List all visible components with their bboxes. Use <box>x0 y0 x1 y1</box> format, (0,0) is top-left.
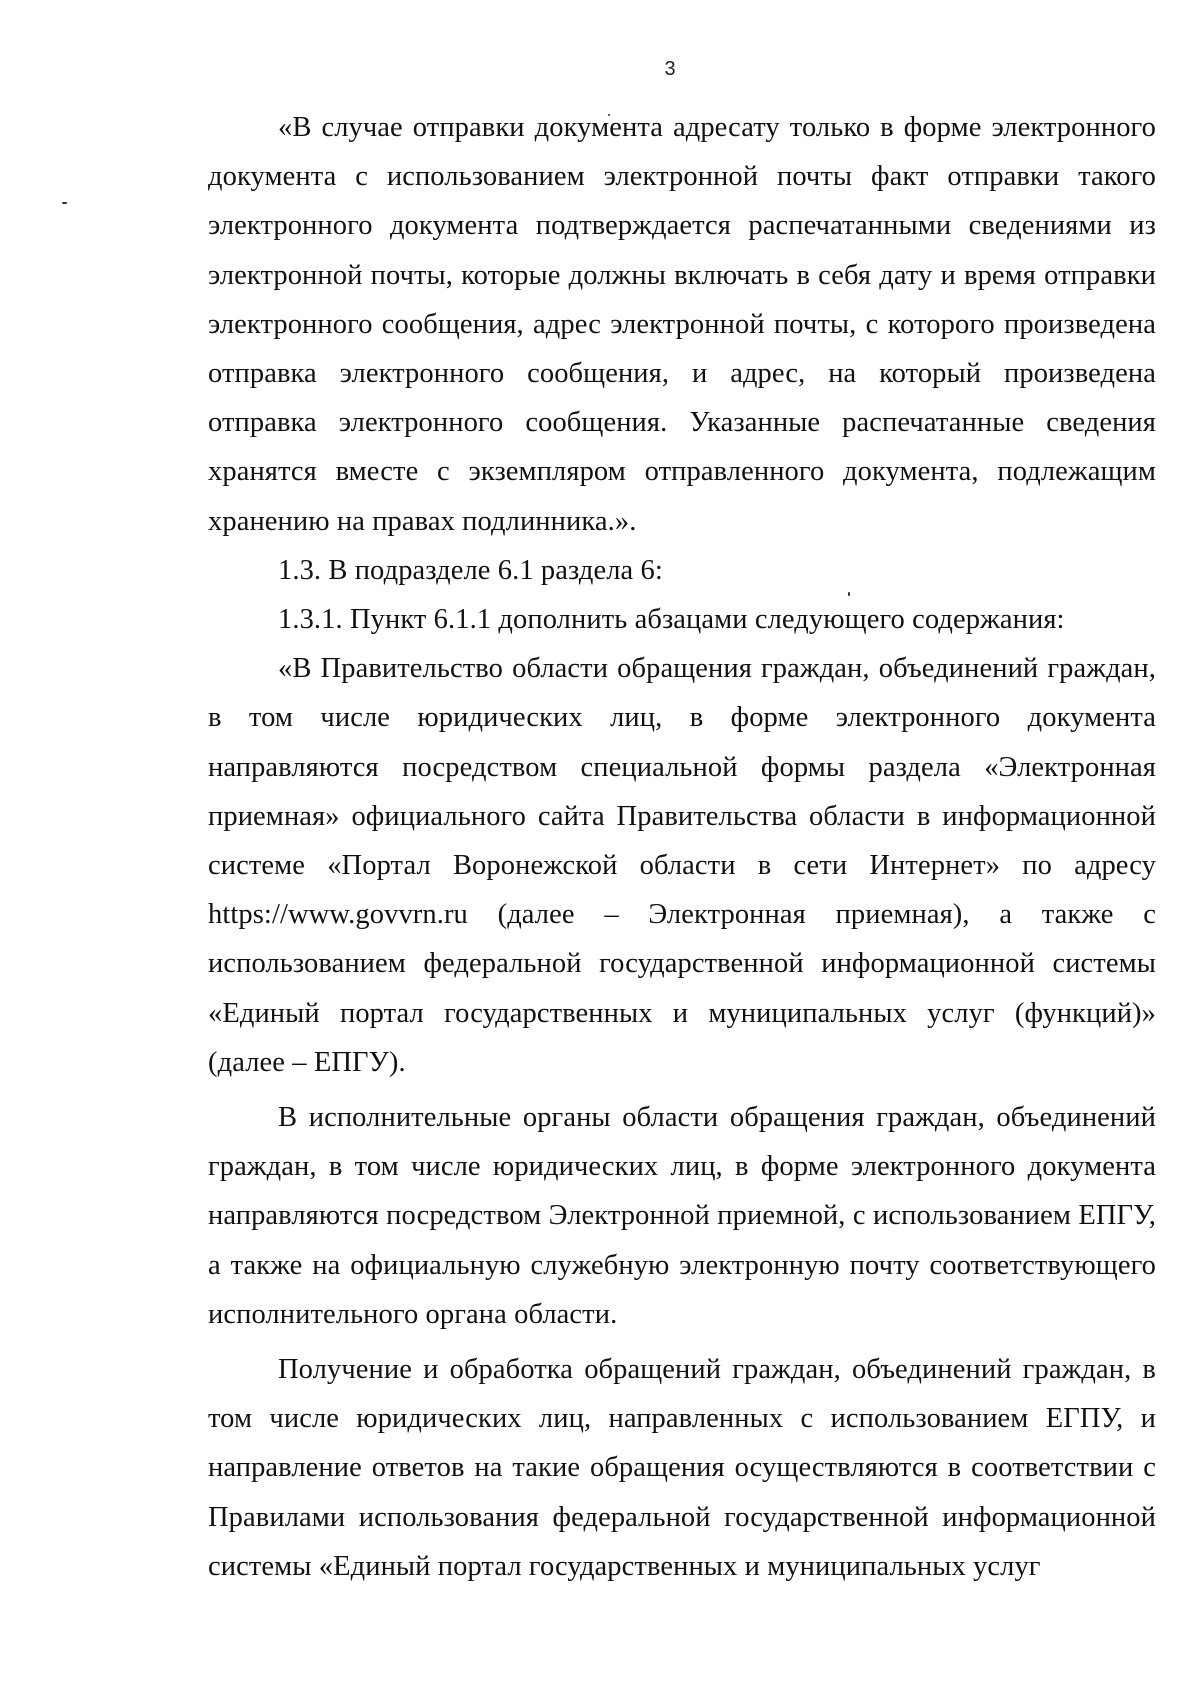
paragraph-processing-epgu: Получение и обработка обращений граждан, объединений граждан, в том числе юридических лиц, направленных с использованием ЕГПУ, и направление ответов на такие обращения осуществляются в соответствии с Правилами использования федеральной государственной информационной системы «Единый портал государственных и муниципальных услуг <box>208 1354 1156 1582</box>
paragraph-executive-bodies: В исполнительные органы области обращения граждан, объединений граждан, в том числе юридических лиц, в форме электронного документа направляются посредством Электронной приемной, с использованием ЕПГУ, а также на официальную служебную электронную почту соответствующего исполнительного органа области. <box>208 1102 1156 1330</box>
paragraph-government-appeals: «В Правительство области обращения граждан, объединений граждан, в том числе юридических лиц, в форме электронного документа направляются посредством специальной формы раздела «Электронная приемная» официального сайта Правительства области в информационной системе «Портал Воронежской области в сети Интернет» по адресу https://www.govvrn.ru (далее – Электронная приемная), а также с использованием федеральной государственной информационной системы «Единый портал государственных и муниципальных услуг (функций)» (далее – ЕПГУ). <box>208 653 1156 1078</box>
paragraph-item-6-1-1: 1.3.1. Пункт 6.1.1 дополнить абзацами следующего содержания: <box>278 604 1065 636</box>
paragraph-email-dispatch: «В случае отправки документа адресату только в форме электронного документа с использованием электронной почты факт отправки такого электронного документа подтверждается распечатанными сведениями из электронной почты, которые должны включать в себя дату и время отправки электронного сообщения, адрес электронной почты, с которого произведена отправка электронного сообщения, и адрес, на который произведена отправка электронного сообщения. Указанные распечатанные сведения хранятся вместе с экземпляром отправленного документа, подлежащим хранению на правах подлинника.». <box>208 112 1156 537</box>
page-number: 3 <box>664 58 676 80</box>
body-text <box>208 103 1156 1591</box>
scan-speck <box>62 202 67 204</box>
paragraph-subsection-6-1: 1.3. В подразделе 6.1 раздела 6: <box>278 554 663 586</box>
